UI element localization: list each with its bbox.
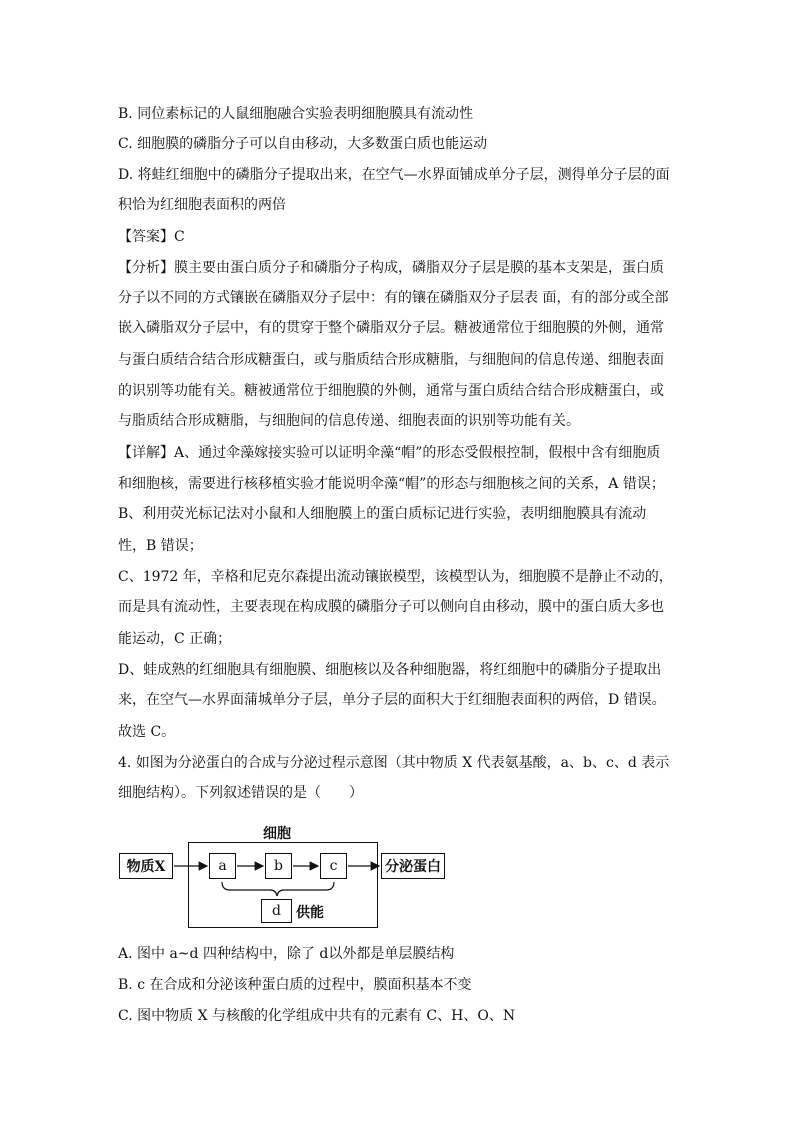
cell-label: 细胞	[263, 826, 291, 842]
analysis-line-5: 的识别等功能有关。糖被通常位于细胞膜的外侧，通常与蛋白质结合结合形成糖蛋白，或	[118, 383, 664, 399]
secretory-protein-diagram	[118, 820, 458, 930]
detail-line-8: D、蛙成熟的红细胞具有细胞膜、细胞核以及各种细胞器，将红细胞中的磷脂分子提取出	[118, 662, 662, 678]
option-a-text: A. 图中 a~d 四种结构中，除了 d以外都是单层膜结构	[118, 946, 455, 962]
detail-line-1: 【详解】A、通过伞藻嫁接实验可以证明伞藻“帽”的形态受假根控制，假根中含有细胞质	[118, 445, 661, 461]
analysis-line-1: 【分析】膜主要由蛋白质分子和磷脂分子构成，磷脂双分子层是膜的基本支架是，蛋白质	[118, 260, 664, 276]
option-c2-text: C. 图中物质 X 与核酸的化学组成中共有的元素有 C、H、O、N	[118, 1008, 516, 1024]
detail-line-6: 而是具有流动性，主要表现在构成膜的磷脂分子可以侧向自由移动，膜中的蛋白质大多也	[118, 599, 664, 615]
option-b-text: B. 同位素标记的人鼠细胞融合实验表明细胞膜具有流动性	[118, 106, 474, 122]
structure-c-box: c	[320, 853, 347, 879]
substance-x-box: 物质X	[119, 853, 173, 879]
analysis-line-2: 分子以不同的方式镶嵌在磷脂双分子层中：有的镶在磷脂双分子层表 面，有的部分或全部	[118, 290, 669, 306]
detail-line-3: B、利用荧光标记法对小鼠和人细胞膜上的蛋白质标记进行实验，表明细胞膜具有流动	[118, 506, 647, 522]
answer-line: 【答案】C	[118, 229, 185, 245]
option-c-text: C. 细胞膜的磷脂分子可以自由移动，大多数蛋白质也能运动	[118, 136, 488, 152]
analysis-line-6: 与脂质结合形成糖脂，与细胞间的信息传递、细胞表面的识别等功能有关。	[118, 413, 580, 429]
detail-line-9: 来，在空气—水界面蒲城单分子层，单分子层的面积大于红细胞表面积的两倍，D 错误。	[118, 692, 666, 708]
structure-a-box: a	[209, 853, 236, 879]
detail-line-2: 和细胞核，需要进行核移植实验才能说明伞藻“帽”的形态与细胞核之间的关系，A 错误；	[118, 476, 665, 492]
brace-a-to-c	[222, 882, 334, 896]
detail-line-4: 性，B 错误；	[118, 538, 203, 554]
analysis-line-4: 与蛋白质结合结合形成糖蛋白，或与脂质结合形成糖脂，与细胞间的信息传递、细胞表面	[118, 352, 664, 368]
energy-supply-label: 供能	[296, 905, 324, 921]
detail-line-7: 能运动，C 正确；	[118, 631, 232, 647]
option-b2-text: B. c 在合成和分泌该种蛋白质的过程中，膜面积基本不变	[118, 977, 472, 993]
detail-line-5: C、1972 年，辛格和尼克尔森提出流动镶嵌模型，该模型认为，细胞膜不是静止不动的，	[118, 569, 673, 585]
question-4-line-1: 4. 如图为分泌蛋白的合成与分泌过程示意图（其中物质 X 代表氨基酸，a、b、c、d 表示	[118, 755, 670, 771]
option-d-text: D. 将蛙红细胞中的磷脂分子提取出来，在空气—水界面铺成单分子层，测得单分子层的面	[118, 167, 670, 183]
analysis-line-3: 嵌入磷脂双分子层中，有的贯穿于整个磷脂双分子层。糖被通常位于细胞膜的外侧，通常	[118, 320, 664, 336]
conclusion-line: 故选 C。	[118, 724, 176, 740]
structure-b-box: b	[265, 853, 292, 879]
question-4-line-2: 细胞结构）。下列叙述错误的是（ ）	[118, 785, 363, 801]
diagram-arrows	[118, 820, 458, 930]
option-d-text-cont: 积恰为红细胞表面积的两倍	[118, 197, 286, 213]
secretory-protein-box: 分泌蛋白	[381, 853, 445, 879]
structure-d-box: d	[261, 899, 292, 923]
